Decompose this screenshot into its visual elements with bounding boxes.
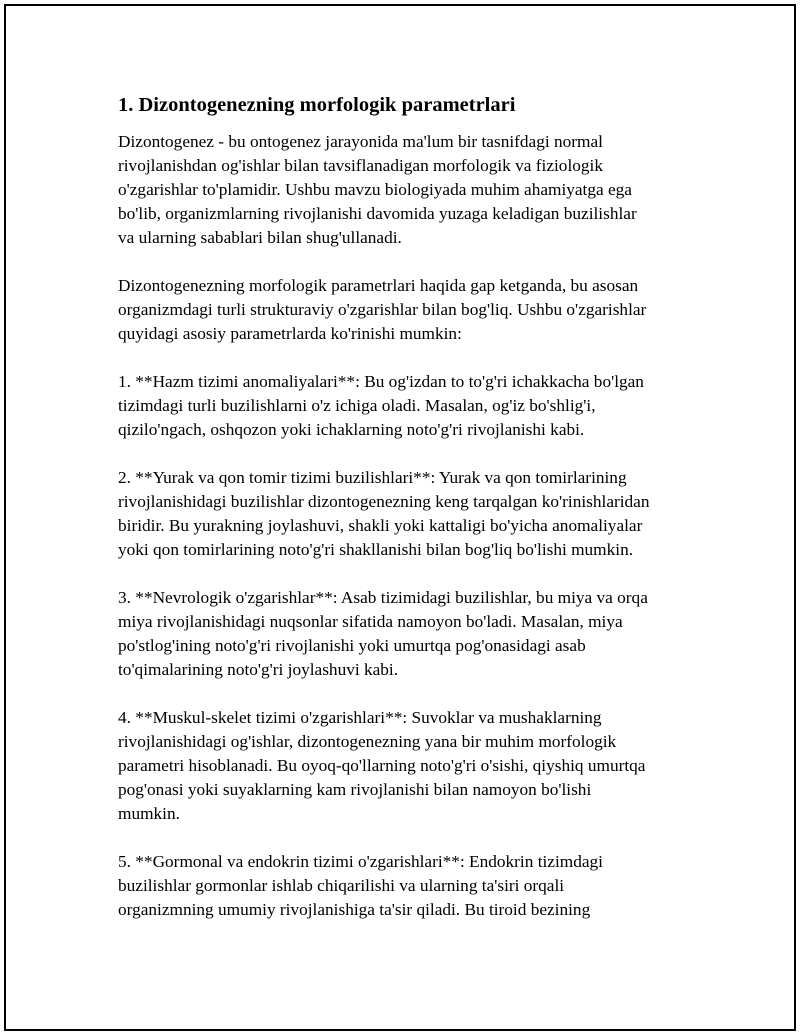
text-line: organizmning umumiy rivojlanishiga ta'sir qiladi. Bu tiroid bezining	[118, 900, 591, 919]
text-line: 1. **Hazm tizimi anomaliyalari**: Bu og'izdan to to'g'ri ichakkacha bo'lgan	[118, 372, 644, 391]
text-line: rivojlanishidagi og'ishlar, dizontogenezning yana bir muhim morfologik	[118, 732, 617, 751]
text-line: biridir. Bu yurakning joylashuvi, shakli yoki kattaligi bo'yicha anomaliyalar	[118, 516, 643, 535]
paragraph-item-5	[118, 850, 688, 922]
text-line: rivojlanishidagi buzilishlar dizontogenezning keng tarqalgan ko'rinishlaridan	[118, 492, 650, 511]
text-line: o'zgarishlar to'plamidir. Ushbu mavzu biologiyada muhim ahamiyatga ega	[118, 180, 632, 199]
document-title: 1. Dizontogenezning morfologik parametrlari	[118, 94, 516, 116]
paragraph-item-3	[118, 586, 688, 682]
text-line: pog'onasi yoki suyaklarning kam rivojlanishi bilan namoyon bo'lishi	[118, 780, 592, 799]
paragraph-intro	[118, 130, 688, 250]
text-line: yoki qon tomirlarining noto'g'ri shakllanishi bilan bog'liq bo'lishi mumkin.	[118, 540, 634, 559]
text-line: va ularning sabablari bilan shug'ullanadi.	[118, 228, 402, 247]
text-line: miya rivojlanishidagi nuqsonlar sifatida namoyon bo'ladi. Masalan, miya	[118, 612, 623, 631]
text-line: quyidagi asosiy parametrlarda ko'rinishi mumkin:	[118, 324, 462, 343]
paragraph-item-2	[118, 466, 688, 562]
text-line: buzilishlar gormonlar ishlab chiqarilishi va ularning ta'siri orqali	[118, 876, 565, 895]
text-line: Dizontogenezning morfologik parametrlari haqida gap ketganda, bu asosan	[118, 276, 639, 295]
paragraph-item-1	[118, 370, 688, 442]
text-line: rivojlanishdan og'ishlar bilan tavsiflanadigan morfologik va fiziologik	[118, 156, 603, 175]
text-line: 4. **Muskul-skelet tizimi o'zgarishlari**: Suvoklar va mushaklarning	[118, 708, 602, 727]
paragraph-parameters	[118, 274, 688, 346]
text-line: qizilo'ngach, oshqozon yoki ichaklarning noto'g'ri rivojlanishi kabi.	[118, 420, 585, 439]
paragraph-item-4	[118, 706, 688, 826]
text-line: to'qimalarining noto'g'ri joylashuvi kabi.	[118, 660, 399, 679]
text-line: parametri hisoblanadi. Bu oyoq-qo'llarning noto'g'ri o'sishi, qiyshiq umurtqa	[118, 756, 646, 775]
text-line: mumkin.	[118, 804, 180, 823]
text-line: 3. **Nevrologik o'zgarishlar**: Asab tizimidagi buzilishlar, bu miya va orqa	[118, 588, 648, 607]
text-line: organizmdagi turli strukturaviy o'zgarishlar bilan bog'liq. Ushbu o'zgarishlar	[118, 300, 647, 319]
text-line: tizimdagi turli buzilishlarni o'z ichiga oladi. Masalan, og'iz bo'shlig'i,	[118, 396, 596, 415]
text-line: bo'lib, organizmlarning rivojlanishi davomida yuzaga keladigan buzilishlar	[118, 204, 637, 223]
text-line: 2. **Yurak va qon tomir tizimi buzilishlari**: Yurak va qon tomirlarining	[118, 468, 627, 487]
document-body	[118, 92, 688, 946]
text-line: po'stlog'ining noto'g'ri rivojlanishi yoki umurtqa pog'onasidagi asab	[118, 636, 586, 655]
text-line: 5. **Gormonal va endokrin tizimi o'zgarishlari**: Endokrin tizimdagi	[118, 852, 603, 871]
text-line: Dizontogenez - bu ontogenez jarayonida ma'lum bir tasnifdagi normal	[118, 132, 603, 151]
